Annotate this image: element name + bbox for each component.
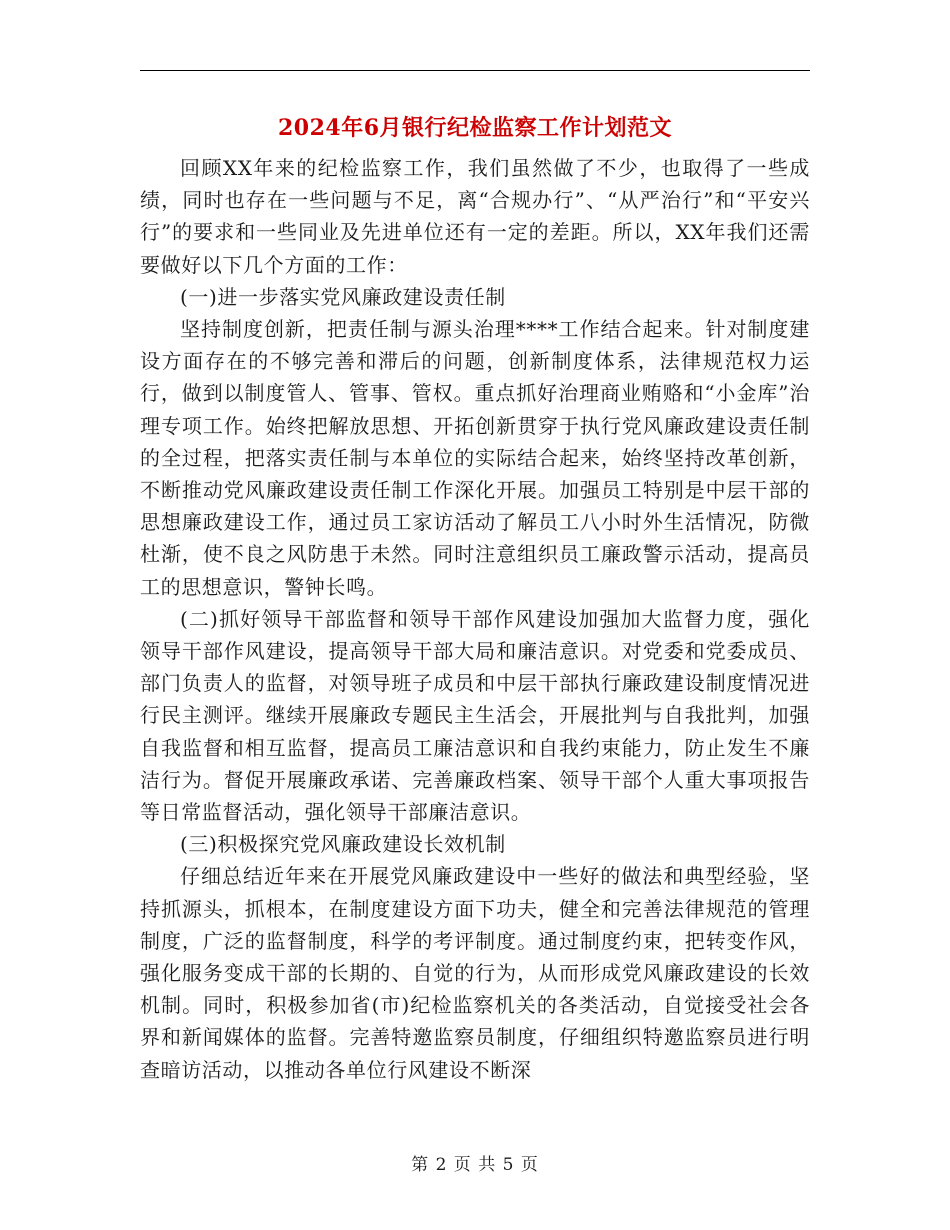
section-1-paragraph: 坚持制度创新，把责任制与源头治理****工作结合起来。针对制度建设方面存在的不够完善和滞后的问题，创新制度体系，法律规范权力运行，做到以制度管人、管事、管权。重点抓好治理商业贿赂和“小金库”治理专项工作。始终把解放思想、开拓创新贯穿于执行党风廉政建设责任制的全过程，把落实责任制与本单位的实际结合起来，始终坚持改革创新，不断推动党风廉政建设责任制工作深化开展。加强员工特别是中层干部的思想廉政建设工作，通过员工家访活动了解员工八小时外生活情况，防微杜渐，使不良之风防患于未然。同时注意组织员工廉政警示活动，提高员工的思想意识，警钟长鸣。: [140, 317, 810, 599]
section-2-paragraph: (二)抓好领导干部监督和领导干部作风建设加强加大监督力度，强化领导干部作风建设，提高领导干部大局和廉洁意识。对党委和党委成员、部门负责人的监督，对领导班子成员和中层干部执行廉政建设制度情况进行民主测评。继续开展廉政专题民主生活会，开展批判与自我批判，加强自我监督和相互监督，提高员工廉洁意识和自我约束能力，防止发生不廉洁行为。督促开展廉政承诺、完善廉政档案、领导干部个人重大事项报告等日常监督活动，强化领导干部廉洁意识。: [140, 606, 810, 825]
document-body: [140, 152, 810, 1086]
section-3-heading: (三)积极探究党风廉政建设长效机制: [180, 832, 506, 857]
intro-paragraph: 回顾XX年来的纪检监察工作，我们虽然做了不少，也取得了一些成绩，同时也存在一些问题与不足，离“合规办行”、“从严治行”和“平安兴行”的要求和一些同业及先进单位还有一定的差距。所以，XX年我们还需要做好以下几个方面的工作：: [140, 156, 810, 277]
section-3-paragraph: 仔细总结近年来在开展党风廉政建设中一些好的做法和典型经验，坚持抓源头，抓根本，在制度建设方面下功夫，健全和完善法律规范的管理制度，广泛的监督制度，科学的考评制度。通过制度约束，把转变作风，强化服务变成干部的长期的、自觉的行为，从而形成党风廉政建设的长效机制。同时，积极参加省(市)纪检监察机关的各类活动，自觉接受社会各界和新闻媒体的监督。完善特邀监察员制度，仔细组织特邀监察员进行明查暗访活动，以推动各单位行风建设不断深: [140, 864, 810, 1082]
header-rule: [140, 70, 810, 71]
section-1-heading: (一)进一步落实党风廉政建设责任制: [180, 284, 506, 309]
document-title: 2024年6月银行纪检监察工作计划范文: [277, 115, 673, 141]
page-number: 第 2 页 共 5 页: [411, 1155, 539, 1175]
